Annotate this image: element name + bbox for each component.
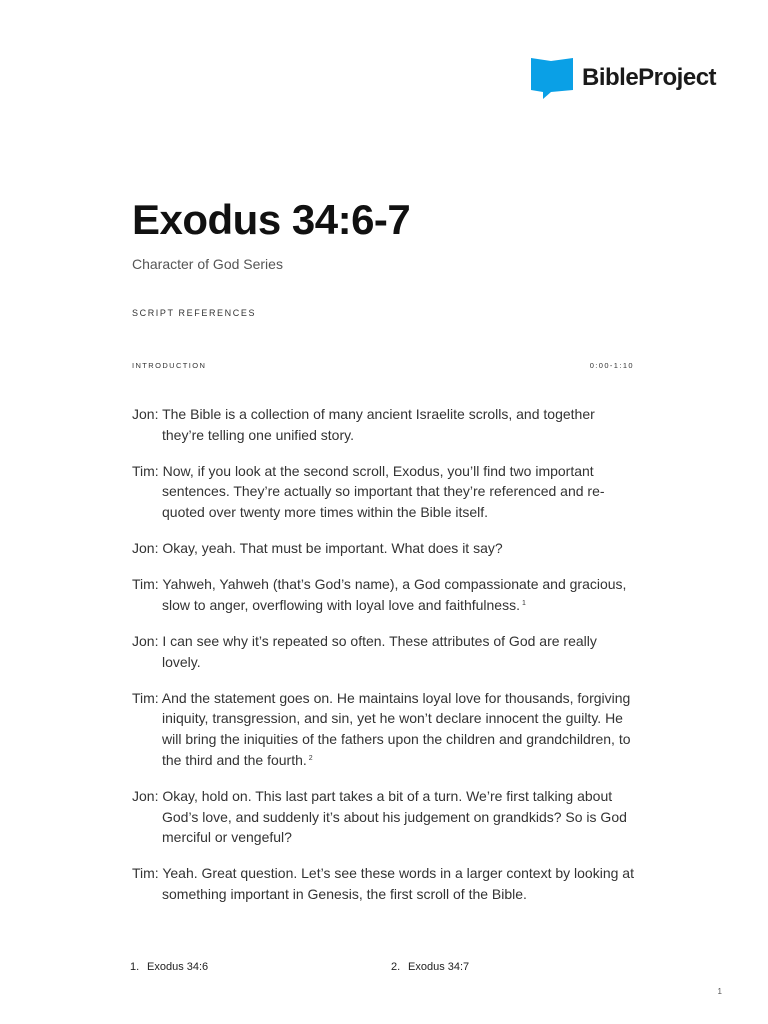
footnote: 1. Exodus 34:6	[130, 961, 209, 973]
footnote-ref: 1	[521, 600, 526, 607]
dialogue-line: Jon: I can see why it’s repeated so often. These attributes of God are really lovely.	[132, 633, 597, 670]
dialogue-line: Tim: Now, if you look at the second scroll, Exodus, you’ll find two important sentences. They’re actually so important that they’re referenced and re-quoted over twenty more times within the Bible itself.	[132, 462, 605, 520]
dialogue-line: Jon: The Bible is a collection of many ancient Israelite scrolls, and together they’re telling one unified story.	[132, 406, 595, 443]
dialogue-line: Tim: Yeah. Great question. Let’s see these words in a larger context by looking at something important in Genesis, the first scroll of the Bible.	[132, 865, 634, 902]
section-label: SCRIPT REFERENCES	[132, 308, 257, 318]
page-number: 1	[717, 987, 722, 996]
intro-label: INTRODUCTION	[132, 361, 207, 370]
intro-timestamp: 0:00-1:10	[589, 361, 634, 370]
document-subtitle: Character of God Series	[132, 256, 283, 272]
dialogue-line: Jon: Okay, hold on. This last part takes a bit of a turn. We’re first talking about God’s love, and suddenly it’s about his judgement on grandkids? So is God merciful or vengeful?	[132, 788, 627, 845]
dialogue-line: Tim: Yahweh, Yahweh (that’s God’s name), a God compassionate and gracious, slow to anger, overflowing with loyal love and faithfulness. $^1$	[132, 575, 627, 613]
document-title: Exodus 34:6-7	[132, 196, 411, 243]
dialogue	[132, 390, 634, 920]
intro-header	[132, 361, 634, 370]
brand-name: BibleProject	[582, 64, 717, 91]
brand-logo	[530, 56, 716, 100]
footnote-ref: 2	[308, 755, 313, 762]
dialogue-line: Tim: And the statement goes on. He maintains loyal love for thousands, forgiving iniquity, transgression, and sin, yet he won’t declare innocent the guilty. He will bring the iniquities of the fathers upon the children and grandchildren, to the third and the fourth. $^2$	[132, 689, 631, 768]
dialogue-line: Jon: Okay, yeah. That must be important. What does it say?	[132, 539, 503, 556]
footnote: 2. Exodus 34:7	[391, 961, 470, 973]
open-book-bookmark-icon	[530, 56, 574, 100]
